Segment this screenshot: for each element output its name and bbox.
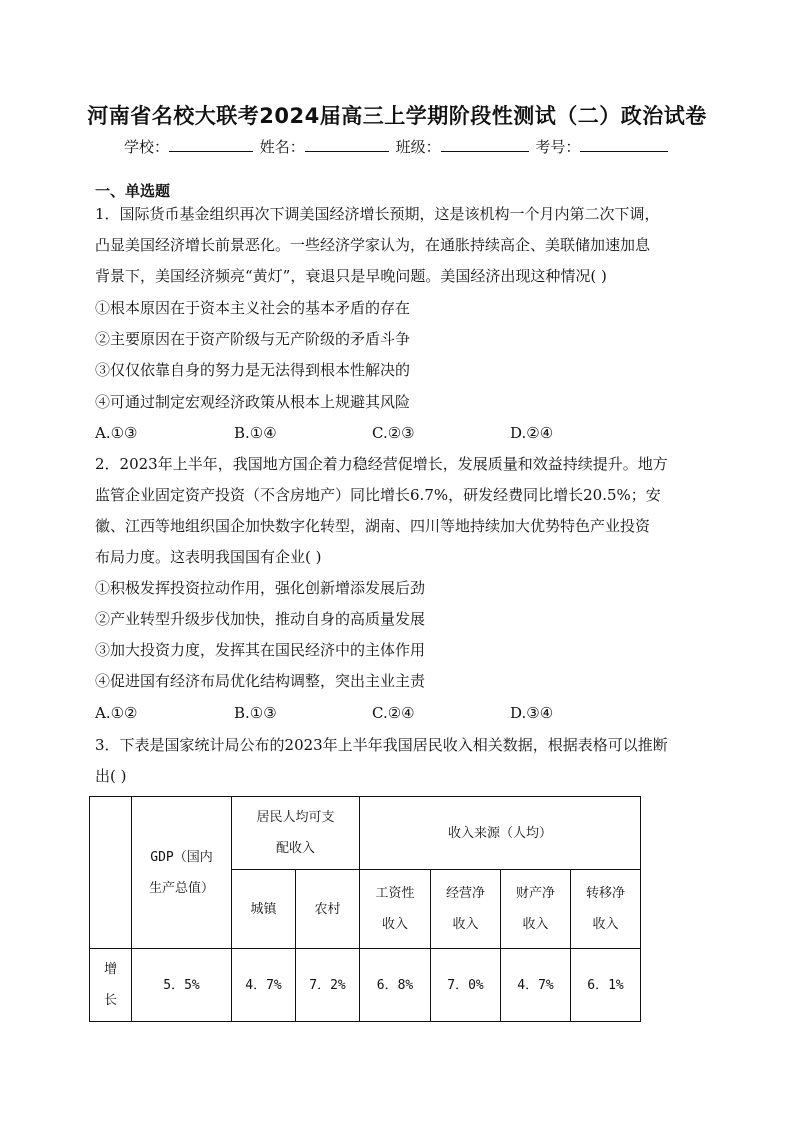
growth-row-label: 增 长 — [90, 949, 132, 1022]
name-label: 姓名： — [259, 138, 305, 156]
disposable-income-header: 居民人均可支 配收入 — [232, 797, 360, 870]
school-label: 学校： — [124, 138, 170, 156]
q1-stem-line: 1．国际货币基金组织再次下调美国经济增长预期，这是该机构一个月内第二次下调， — [95, 205, 660, 223]
q2-stem-line: 监管企业固定资产投资（不含房地产）同比增长6.7%，研发经费同比增长20.5%；安 — [95, 486, 661, 504]
q1-stem-line: 背景下，美国经济频亮“黄灯”，衰退只是早晚问题。美国经济出现这种情况( ) — [95, 267, 607, 285]
business-income-header: 经营净 收入 — [431, 870, 501, 949]
q1-statement: ④可通过制定宏观经济政策从根本上规避其风险 — [95, 393, 411, 411]
q2-stem-line: 2．2023年上半年，我国地方国企着力稳经营促增长，发展质量和效益持续提升。地方 — [95, 455, 668, 473]
gdp-growth-value: 5．5% — [132, 949, 232, 1022]
q2-option-a[interactable]: A.①② — [95, 704, 138, 722]
q2-statement: ③加大投资力度，发挥其在国民经济中的主体作用 — [95, 641, 426, 659]
property-growth-value: 4．7% — [501, 949, 571, 1022]
name-blank[interactable] — [305, 136, 389, 152]
q1-statement: ②主要原因在于资产阶级与无产阶级的矛盾斗争 — [95, 330, 411, 348]
q2-stem-line: 徽、江西等地组织国企加快数字化转型，湖南、四川等地持续加大优势特色产业投资 — [95, 517, 651, 535]
school-blank[interactable] — [169, 136, 253, 152]
q1-option-d[interactable]: D.②④ — [510, 424, 554, 442]
gdp-header: GDP（国内 生产总值） — [132, 797, 232, 949]
urban-header: 城镇 — [232, 870, 296, 949]
q3-stem-line: 出( ) — [95, 767, 127, 785]
q2-option-d[interactable]: D.③④ — [510, 704, 554, 722]
q2-stem-line: 布局力度。这表明我国国有企业( ) — [95, 548, 322, 566]
exam-number-blank[interactable] — [580, 136, 668, 152]
section-title: 一、单选题 — [95, 182, 171, 200]
student-info-row — [124, 136, 670, 157]
rural-header: 农村 — [296, 870, 360, 949]
business-growth-value: 7．0% — [431, 949, 501, 1022]
class-blank[interactable] — [441, 136, 529, 152]
q1-statement: ③仅仅依靠自身的努力是无法得到根本性解决的 — [95, 361, 411, 379]
q1-statement: ①根本原因在于资本主义社会的基本矛盾的存在 — [95, 299, 411, 317]
q1-option-c[interactable]: C.②③ — [372, 424, 415, 442]
wage-income-header: 工资性 收入 — [360, 870, 431, 949]
table-corner-cell — [90, 797, 132, 949]
income-source-header: 收入来源（人均） — [360, 797, 641, 870]
q3-stem-line: 3．下表是国家统计局公布的2023年上半年我国居民收入相关数据，根据表格可以推断 — [95, 736, 668, 754]
urban-growth-value: 4．7% — [232, 949, 296, 1022]
q1-option-b[interactable]: B.①④ — [234, 424, 277, 442]
q2-statement: ④促进国有经济布局优化结构调整，突出主业主责 — [95, 672, 426, 690]
class-label: 班级： — [395, 138, 441, 156]
q2-statement: ①积极发挥投资拉动作用，强化创新增添发展后劲 — [95, 579, 426, 597]
q2-option-b[interactable]: B.①③ — [234, 704, 277, 722]
property-income-header: 财产净 收入 — [501, 870, 571, 949]
wage-growth-value: 6．8% — [360, 949, 431, 1022]
transfer-income-header: 转移净 收入 — [571, 870, 641, 949]
exam-title: 河南省名校大联考2024届高三上学期阶段性测试（二）政治试卷 — [87, 104, 707, 128]
q1-option-a[interactable]: A.①③ — [95, 424, 138, 442]
transfer-growth-value: 6．1% — [571, 949, 641, 1022]
q2-option-c[interactable]: C.②④ — [372, 704, 415, 722]
rural-growth-value: 7．2% — [296, 949, 360, 1022]
income-data-table — [89, 796, 641, 1022]
q1-stem-line: 凸显美国经济增长前景恶化。一些经济学家认为，在通胀持续高企、美联储加速加息 — [95, 236, 651, 254]
exam-number-label: 考号： — [535, 138, 581, 156]
q2-statement: ②产业转型升级步伐加快，推动自身的高质量发展 — [95, 610, 426, 628]
